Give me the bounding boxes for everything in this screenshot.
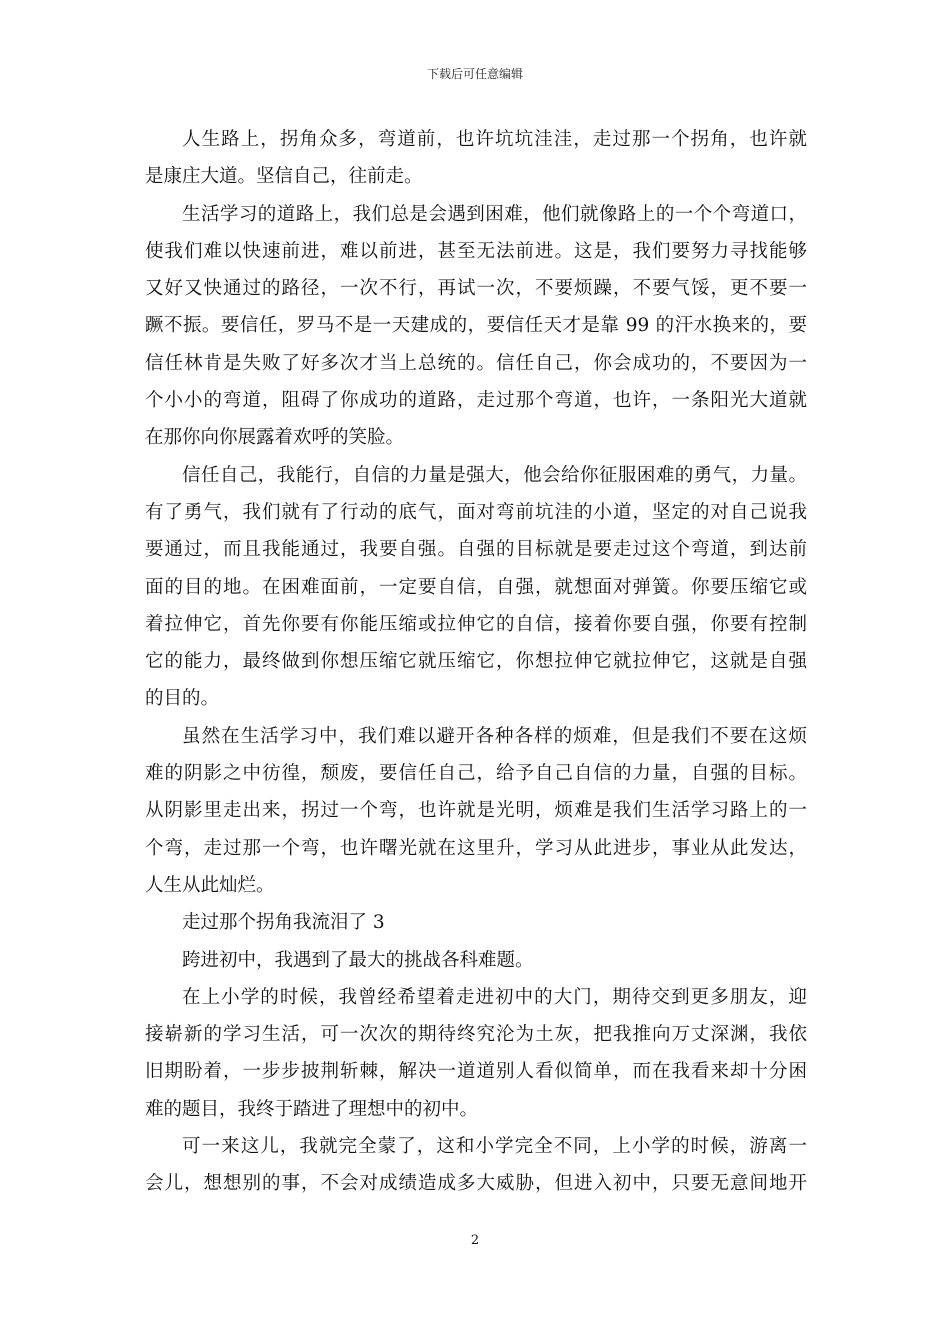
text-line: 信任自己，我能行，自信的力量是强大，他会给你征服困难的勇气，力量。 [182, 464, 807, 486]
text-line: 有了勇气，我们就有了行动的底气，面对弯前坑洼的小道，坚定的对自己说我 [145, 501, 807, 523]
text-line: 它的能力，最终做到你想压缩它就压缩它，你想拉伸它就拉伸它，这就是自强 [145, 651, 807, 673]
text-line: 难的题目，我终于踏进了理想中的初中。 [145, 1098, 479, 1120]
text-line: 在上小学的时候，我曾经希望着走进初中的大门，期待交到更多朋友，迎 [182, 986, 807, 1008]
paragraph [145, 904, 807, 941]
text-line: 接崭新的学习生活，可一次次的期待终究沦为土灰，把我推向万丈深渊，我依 [145, 1024, 807, 1046]
text-line: 信任林肯是失败了好多次才当上总统的。信任自己，你会成功的，不要因为一 [145, 352, 807, 374]
text-line: 个弯，走过那一个弯，也许曙光就在这里升，学习从此进步，事业从此发达， [145, 837, 807, 859]
text-line: 旧期盼着，一步步披荆斩棘，解决一道道别人看似简单，而在我看来却十分困 [145, 1061, 807, 1083]
text-line: 走过那个拐角我流泪了 3 [182, 912, 385, 934]
text-line: 着拉伸它，首先你要有你能压缩或拉伸它的自信，接着你要自强，你要有控制 [145, 613, 807, 635]
text-line: 的目的。 [145, 688, 220, 710]
text-line: 人生从此灿烂。 [145, 874, 275, 896]
text-line: 虽然在生活学习中，我们难以避开各种各样的烦难，但是我们不要在这烦 [182, 725, 807, 747]
paragraph [145, 942, 807, 979]
document-body [145, 121, 807, 1203]
paragraph [145, 1128, 807, 1203]
page-number: 2 [470, 1233, 480, 1248]
text-line: 个小小的弯道，阻碍了你成功的道路，走过那个弯道，也许，一条阳光大道就 [145, 390, 807, 412]
text-line: 要通过，而且我能通过，我要自强。自强的目标就是要走过这个弯道，到达前 [145, 539, 807, 561]
text-line: 跨进初中，我遇到了最大的挑战各科难题。 [182, 949, 534, 971]
page-header: 下载后可任意编辑 [426, 67, 523, 81]
text-line: 生活学习的道路上，我们总是会遇到困难，他们就像路上的一个个弯道口， [182, 203, 807, 225]
text-line: 蹶不振。要信任，罗马不是一天建成的，要信任天才是靠 99 的汗水换来的，要 [145, 315, 807, 337]
text-line: 可一来这儿，我就完全蒙了，这和小学完全不同，上小学的时候，游离一 [182, 1136, 807, 1158]
text-line: 从阴影里走出来，拐过一个弯，也许就是光明，烦难是我们生活学习路上的一 [145, 800, 807, 822]
text-line: 在那你向你展露着欢呼的笑脸。 [145, 427, 405, 449]
paragraph [145, 121, 807, 196]
text-line: 难的阴影之中彷徨，颓废，要信任自己，给予自己自信的力量，自强的目标。 [145, 763, 807, 785]
text-line: 是康庄大道。坚信自己，往前走。 [145, 166, 423, 188]
text-line: 面的目的地。在困难面前，一定要自信，自强，就想面对弹簧。你要压缩它或 [145, 576, 807, 598]
paragraph [145, 979, 807, 1128]
paragraph [145, 718, 807, 904]
text-line: 又好又快通过的路径，一次不行，再试一次，不要烦躁，不要气馁，更不要一 [145, 278, 807, 300]
text-line: 使我们难以快速前进，难以前进，甚至无法前进。这是，我们要努力寻找能够 [145, 240, 807, 262]
text-line: 会儿，想想别的事，不会对成绩造成多大威胁，但进入初中，只要无意间地开 [145, 1173, 807, 1195]
paragraph [145, 196, 807, 457]
paragraph [145, 457, 807, 718]
text-line: 人生路上，拐角众多，弯道前，也许坑坑洼洼，走过那一个拐角，也许就 [182, 129, 807, 150]
